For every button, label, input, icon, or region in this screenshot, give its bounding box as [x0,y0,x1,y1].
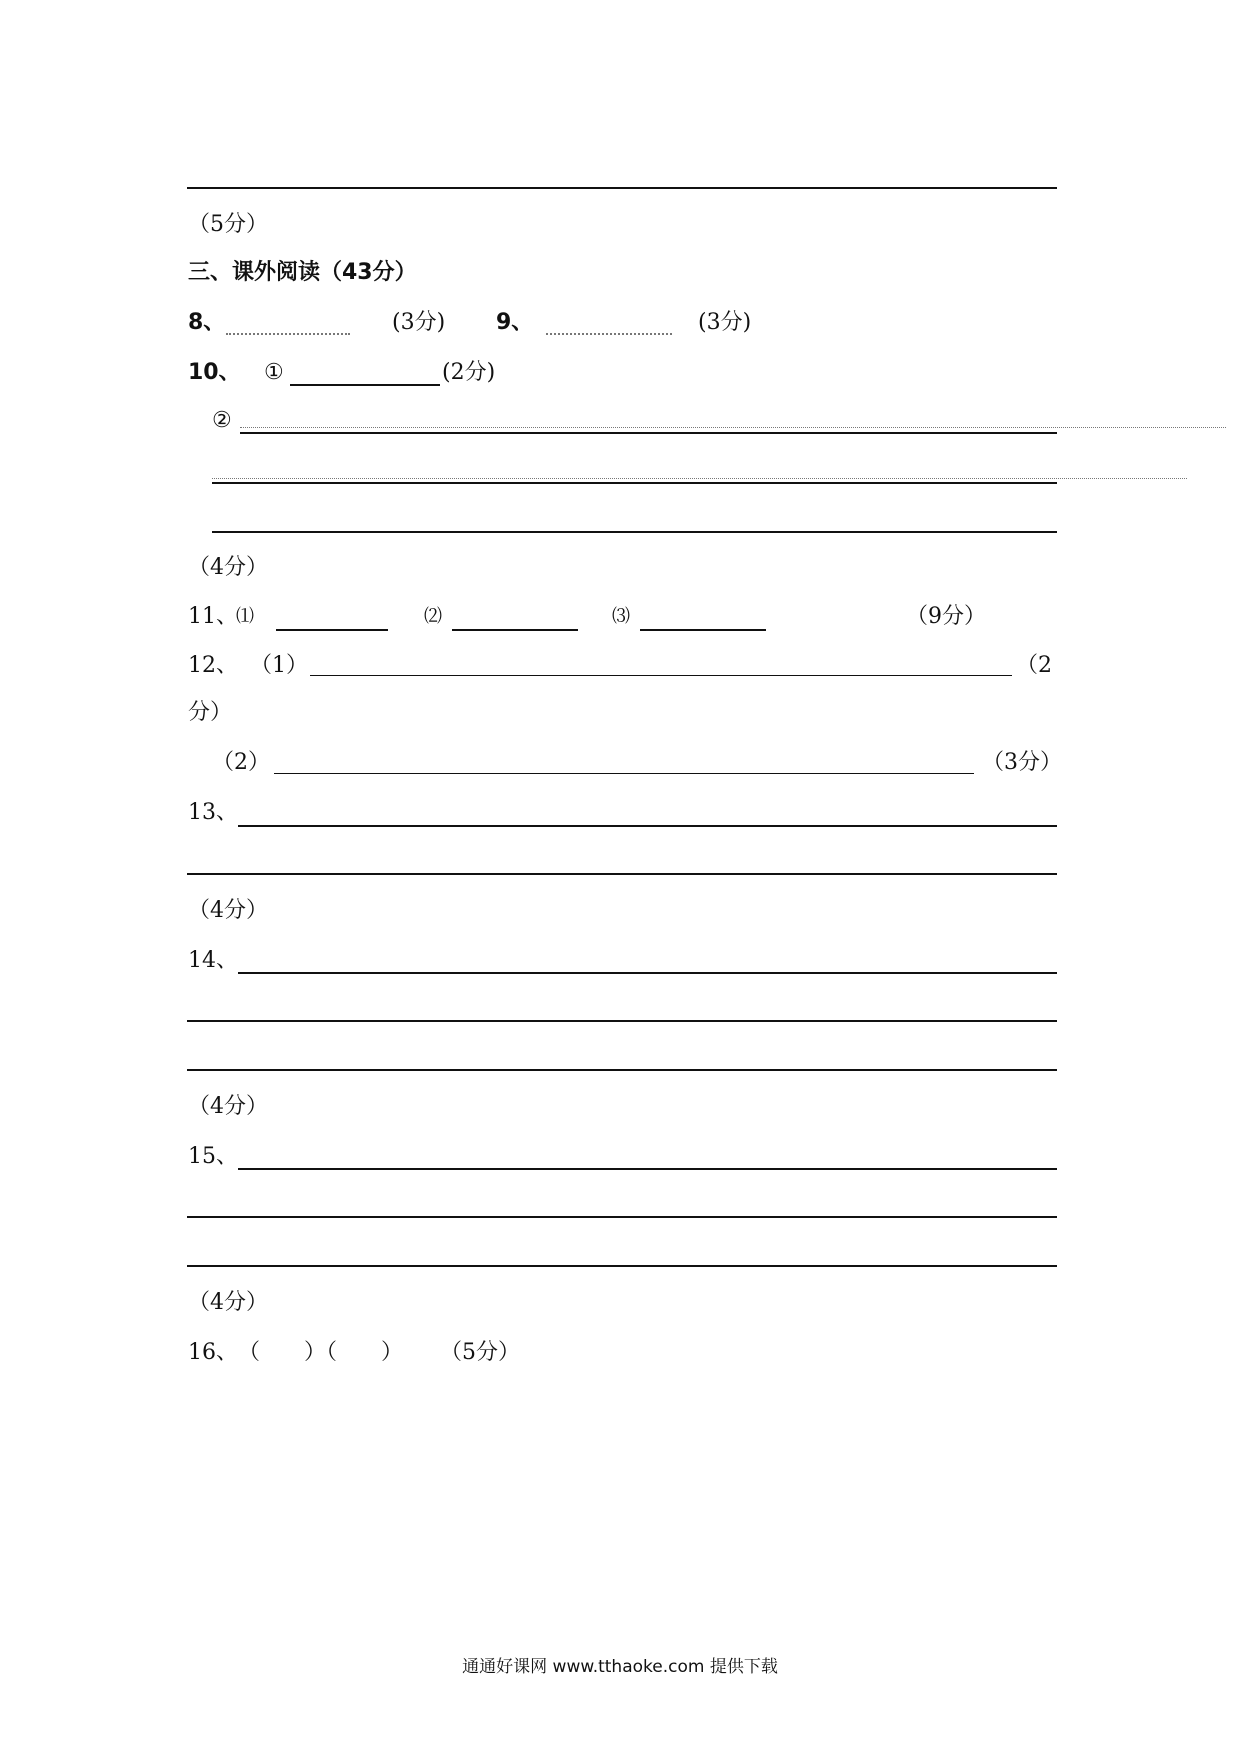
score-label: (3分) [392,310,446,335]
answer-line[interactable] [187,187,1057,189]
answer-blank[interactable] [226,333,350,335]
section-title: 三、课外阅读（43分） [188,260,417,285]
score-label: (2分) [442,360,496,385]
answer-line[interactable] [238,972,1057,974]
item-marker: ① [264,360,284,385]
answer-line[interactable] [187,1020,1057,1022]
item-marker: （2） [212,750,270,775]
item-marker: ⑶ [612,606,630,627]
question-number: 12、 [188,653,238,678]
item-marker: ⑵ [424,606,442,627]
answer-line[interactable] [238,1168,1057,1170]
item-marker: （1） [250,653,308,678]
item-marker: ⑴ [236,606,254,627]
question-number: 15、 [188,1144,238,1169]
answer-dots [240,427,1226,428]
item-marker: ② [212,408,232,433]
answer-blank[interactable] [640,629,766,631]
answer-line[interactable] [187,1069,1057,1071]
question-number: 8、 [188,310,226,335]
answer-blank[interactable] [310,675,1012,676]
question-number: 9、 [496,310,534,335]
answer-dots [212,478,1187,479]
answer-blank[interactable] [276,629,388,631]
score-label: （5分） [188,212,268,237]
answer-line[interactable] [212,482,1057,484]
score-label: （4分） [188,555,268,580]
answer-line[interactable] [212,531,1057,533]
score-label: 分） [188,700,233,725]
answer-line[interactable] [240,432,1057,434]
question-number: 11、 [188,604,238,629]
page-footer: 通通好课网 www.tthaoke.com 提供下载 [462,1657,778,1677]
answer-blank[interactable] [290,384,440,386]
answer-line[interactable] [187,1216,1057,1218]
answer-line[interactable] [187,873,1057,875]
answer-line[interactable] [187,1265,1057,1267]
score-label: （4分） [188,898,268,923]
question-number: 16、 [188,1340,238,1365]
choice-blanks[interactable]: （ ）（ ） [238,1340,404,1365]
score-label: （5分） [440,1340,520,1365]
score-label: （9分） [906,604,986,629]
answer-blank[interactable] [274,773,974,774]
question-number: 10、 [188,360,241,385]
score-label: (3分) [698,310,752,335]
answer-line[interactable] [238,825,1057,827]
score-label: （4分） [188,1094,268,1119]
answer-blank[interactable] [452,629,578,631]
question-number: 13、 [188,800,238,825]
score-label: （2 [1016,653,1052,678]
question-number: 14、 [188,948,238,973]
score-label: （3分） [982,750,1062,775]
answer-blank[interactable] [546,333,672,335]
score-label: （4分） [188,1290,268,1315]
